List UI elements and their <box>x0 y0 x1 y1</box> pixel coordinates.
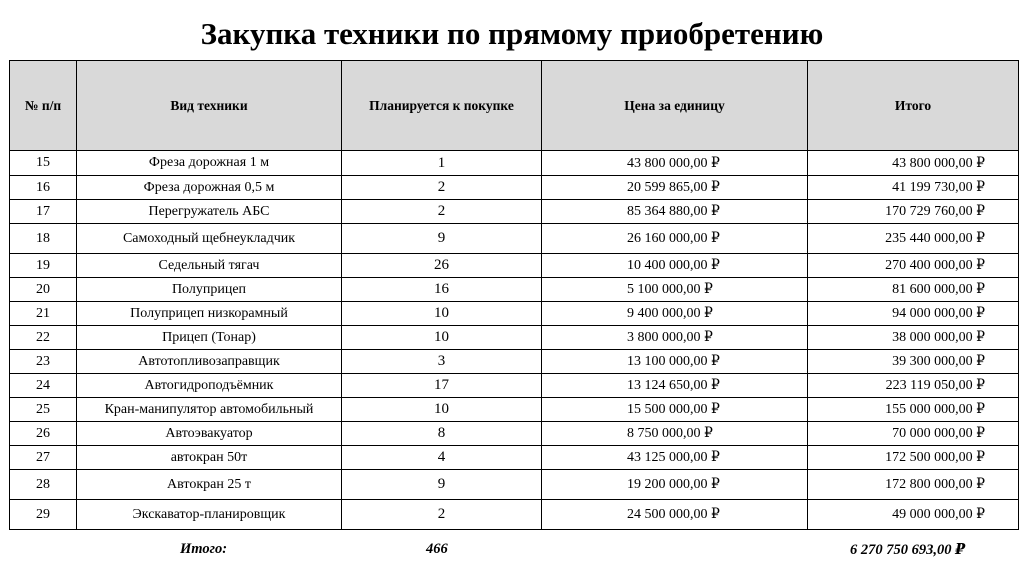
cell-planned-qty: 10 <box>342 398 542 422</box>
table-row <box>10 224 1019 254</box>
cell-equipment-type: Полуприцеп низкорамный <box>77 302 342 326</box>
cell-equipment-type: Автотопливозаправщик <box>77 350 342 374</box>
cell-equipment-type: Седельный тягач <box>77 254 342 278</box>
cell-unit-price: 10 400 000,00 ₽ <box>542 254 808 278</box>
cell-total: 49 000 000,00 ₽ <box>808 500 1019 530</box>
cell-equipment-type: Экскаватор-планировщик <box>77 500 342 530</box>
cell-unit-price: 9 400 000,00 ₽ <box>542 302 808 326</box>
cell-unit-price: 19 200 000,00 ₽ <box>542 470 808 500</box>
cell-planned-qty: 3 <box>342 350 542 374</box>
cell-planned-qty: 2 <box>342 200 542 224</box>
table-row <box>10 254 1019 278</box>
cell-number: 21 <box>10 302 77 326</box>
cell-planned-qty: 9 <box>342 224 542 254</box>
table-row <box>10 176 1019 200</box>
cell-planned-qty: 2 <box>342 176 542 200</box>
cell-number: 20 <box>10 278 77 302</box>
header-total: Итого <box>808 61 1019 151</box>
cell-number: 25 <box>10 398 77 422</box>
cell-unit-price: 20 599 865,00 ₽ <box>542 176 808 200</box>
table-row <box>10 500 1019 530</box>
cell-number: 26 <box>10 422 77 446</box>
cell-equipment-type: автокран 50т <box>77 446 342 470</box>
cell-number: 22 <box>10 326 77 350</box>
cell-total: 235 440 000,00 ₽ <box>808 224 1019 254</box>
table-row <box>10 470 1019 500</box>
table-row <box>10 278 1019 302</box>
cell-equipment-type: Полуприцеп <box>77 278 342 302</box>
footer-label: Итого: <box>180 541 228 557</box>
header-number: № п/п <box>10 61 77 151</box>
cell-unit-price: 15 500 000,00 ₽ <box>542 398 808 422</box>
cell-total: 94 000 000,00 ₽ <box>808 302 1019 326</box>
cell-number: 18 <box>10 224 77 254</box>
cell-equipment-type: Автокран 25 т <box>77 470 342 500</box>
procurement-table <box>9 60 1019 530</box>
cell-equipment-type: Кран-манипулятор автомобильный <box>77 398 342 422</box>
table-row <box>10 446 1019 470</box>
cell-total: 270 400 000,00 ₽ <box>808 254 1019 278</box>
table-row <box>10 326 1019 350</box>
cell-unit-price: 24 500 000,00 ₽ <box>542 500 808 530</box>
cell-unit-price: 85 364 880,00 ₽ <box>542 200 808 224</box>
table-header-row <box>10 61 1019 151</box>
footer-qty-total: 466 <box>426 541 448 557</box>
header-unit-price: Цена за единицу <box>542 61 808 151</box>
cell-number: 19 <box>10 254 77 278</box>
footer-sum-total: 6 270 750 693,00 ₽ <box>850 542 966 558</box>
table-row <box>10 374 1019 398</box>
cell-unit-price: 43 125 000,00 ₽ <box>542 446 808 470</box>
cell-number: 29 <box>10 500 77 530</box>
cell-total: 43 800 000,00 ₽ <box>808 151 1019 176</box>
cell-total: 38 000 000,00 ₽ <box>808 326 1019 350</box>
cell-equipment-type: Фреза дорожная 1 м <box>77 151 342 176</box>
table-row <box>10 302 1019 326</box>
table-row <box>10 350 1019 374</box>
cell-equipment-type: Автоэвакуатор <box>77 422 342 446</box>
page-title: Закупка техники по прямому приобретению <box>200 16 824 51</box>
cell-unit-price: 26 160 000,00 ₽ <box>542 224 808 254</box>
cell-planned-qty: 1 <box>342 151 542 176</box>
cell-number: 28 <box>10 470 77 500</box>
cell-total: 155 000 000,00 ₽ <box>808 398 1019 422</box>
cell-total: 172 500 000,00 ₽ <box>808 446 1019 470</box>
table-row <box>10 151 1019 176</box>
cell-equipment-type: Автогидроподъёмник <box>77 374 342 398</box>
cell-planned-qty: 10 <box>342 302 542 326</box>
cell-equipment-type: Самоходный щебнеукладчик <box>77 224 342 254</box>
cell-unit-price: 8 750 000,00 ₽ <box>542 422 808 446</box>
cell-number: 17 <box>10 200 77 224</box>
table-row <box>10 200 1019 224</box>
table-row <box>10 398 1019 422</box>
cell-total: 172 800 000,00 ₽ <box>808 470 1019 500</box>
cell-unit-price: 13 124 650,00 ₽ <box>542 374 808 398</box>
cell-planned-qty: 2 <box>342 500 542 530</box>
cell-planned-qty: 26 <box>342 254 542 278</box>
cell-total: 170 729 760,00 ₽ <box>808 200 1019 224</box>
header-planned-qty: Планируется к покупке <box>342 61 542 151</box>
cell-number: 16 <box>10 176 77 200</box>
cell-number: 15 <box>10 151 77 176</box>
cell-number: 24 <box>10 374 77 398</box>
cell-planned-qty: 16 <box>342 278 542 302</box>
cell-total: 39 300 000,00 ₽ <box>808 350 1019 374</box>
table-row <box>10 422 1019 446</box>
cell-planned-qty: 4 <box>342 446 542 470</box>
cell-planned-qty: 10 <box>342 326 542 350</box>
cell-unit-price: 43 800 000,00 ₽ <box>542 151 808 176</box>
cell-planned-qty: 9 <box>342 470 542 500</box>
cell-equipment-type: Фреза дорожная 0,5 м <box>77 176 342 200</box>
cell-unit-price: 5 100 000,00 ₽ <box>542 278 808 302</box>
cell-total: 223 119 050,00 ₽ <box>808 374 1019 398</box>
table-footer <box>0 537 1024 561</box>
cell-unit-price: 3 800 000,00 ₽ <box>542 326 808 350</box>
cell-planned-qty: 17 <box>342 374 542 398</box>
header-equipment-type: Вид техники <box>77 61 342 151</box>
cell-number: 27 <box>10 446 77 470</box>
cell-total: 70 000 000,00 ₽ <box>808 422 1019 446</box>
cell-equipment-type: Перегружатель АБС <box>77 200 342 224</box>
cell-total: 81 600 000,00 ₽ <box>808 278 1019 302</box>
cell-equipment-type: Прицеп (Тонар) <box>77 326 342 350</box>
cell-number: 23 <box>10 350 77 374</box>
cell-planned-qty: 8 <box>342 422 542 446</box>
cell-total: 41 199 730,00 ₽ <box>808 176 1019 200</box>
cell-unit-price: 13 100 000,00 ₽ <box>542 350 808 374</box>
